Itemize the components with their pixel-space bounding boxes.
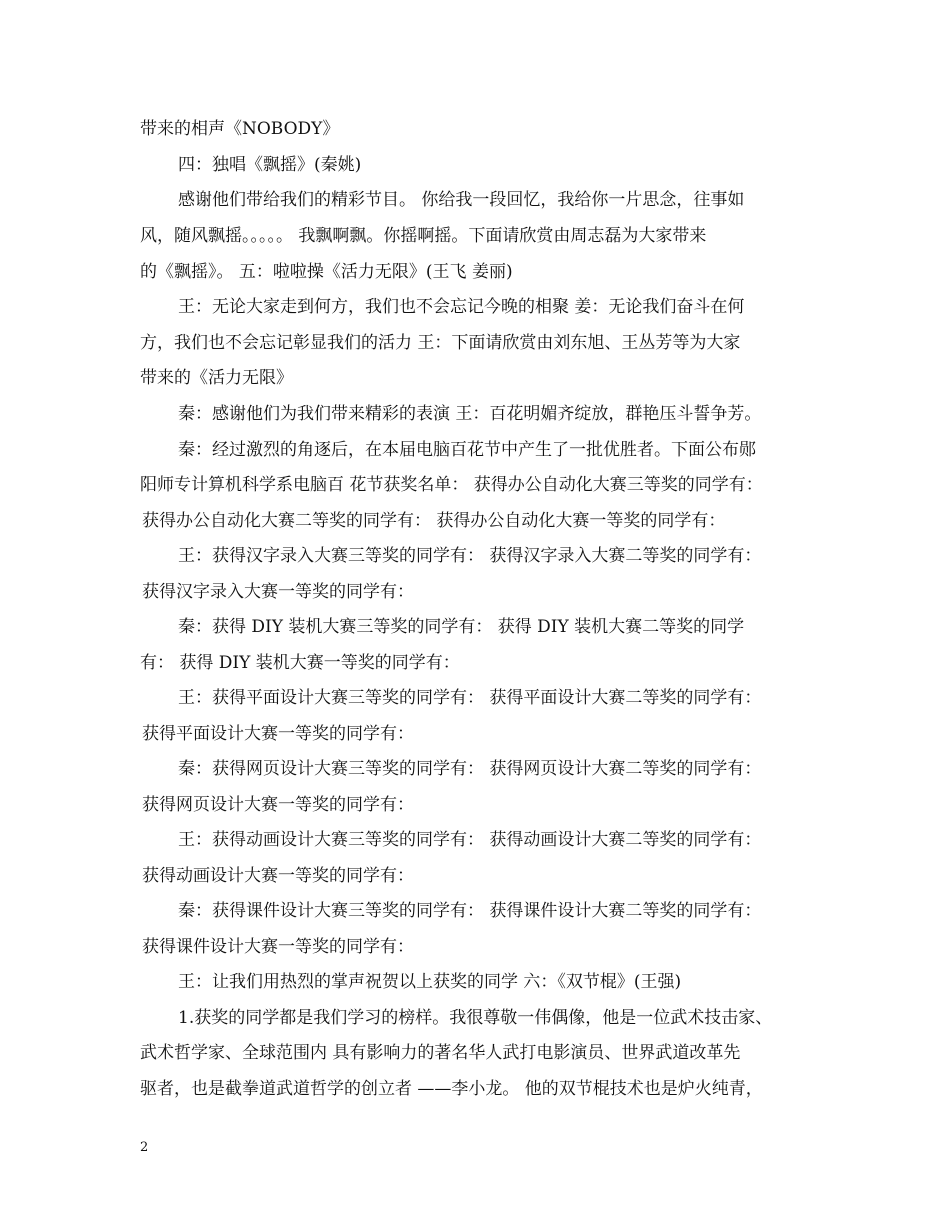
text-line: 秦：获得网页设计大赛三等奖的同学有： 获得网页设计大赛二等奖的同学有： — [178, 759, 762, 779]
text-line: 获得动画设计大赛一等奖的同学有： — [142, 866, 414, 886]
text-line: 风，随风飘摇。。。。。 我飘啊飘。你摇啊摇。下面请欣赏由周志磊为大家带来 — [140, 226, 707, 246]
text-line: 感谢他们带给我们的精彩节目。 你给我一段回忆，我给你一片思念，往事如 — [178, 190, 745, 210]
text-line: 王：获得平面设计大赛三等奖的同学有： 获得平面设计大赛二等奖的同学有： — [178, 688, 762, 708]
text-line: 方，我们也不会忘记彰显我们的活力 王：下面请欣赏由刘东旭、王丛芳等为大家 — [140, 333, 741, 353]
text-line: 武术哲学家、全球范围内 具有影响力的著名华人武打电影演员、世界武道改革先 — [140, 1043, 741, 1063]
text-line: 秦：经过激烈的角逐后，在本届电脑百花节中产生了一批优胜者。下面公布郧 — [178, 440, 756, 460]
text-line: 秦：感谢他们为我们带来精彩的表演 王：百花明媚齐绽放，群艳压斗誓争芳。 — [178, 404, 762, 424]
text-line: 带来的《活力无限》 — [140, 368, 293, 388]
text-line: 王：让我们用热烈的掌声祝贺以上获奖的同学 六：《双节棍》(王强) — [178, 972, 682, 992]
text-line: 秦：获得 DIY 装机大赛三等奖的同学有： 获得 DIY 装机大赛二等奖的同学 — [178, 617, 745, 637]
text-line: 驱者，也是截拳道武道哲学的创立者 ——李小龙。 他的双节棍技术也是炉火纯青， — [140, 1079, 763, 1099]
text-line: 获得平面设计大赛一等奖的同学有： — [142, 724, 414, 744]
text-line: 阳师专计算机科学系电脑百 花节获奖名单： 获得办公自动化大赛三等奖的同学有： — [140, 475, 763, 495]
text-line: 秦：获得课件设计大赛三等奖的同学有： 获得课件设计大赛二等奖的同学有： — [178, 901, 762, 921]
text-line: 有： 获得 DIY 装机大赛一等奖的同学有： — [140, 653, 460, 673]
text-line: 获得汉字录入大赛一等奖的同学有： — [142, 582, 414, 602]
text-line: 王：获得汉字录入大赛三等奖的同学有： 获得汉字录入大赛二等奖的同学有： — [178, 546, 762, 566]
text-line: 1.获奖的同学都是我们学习的榜样。我很尊敬一伟偶像，他是一位武术技击家、 — [178, 1008, 773, 1028]
text-line: 四：独唱《飘摇》(秦姚) — [178, 155, 362, 175]
text-line: 获得办公自动化大赛二等奖的同学有： 获得办公自动化大赛一等奖的同学有： — [142, 511, 726, 531]
text-line: 的《飘摇》。 五：啦啦操《活力无限》(王飞 姜丽) — [140, 262, 513, 282]
text-line: 获得课件设计大赛一等奖的同学有： — [142, 937, 414, 957]
text-line: 获得网页设计大赛一等奖的同学有： — [142, 795, 414, 815]
page-number: 2 — [140, 1140, 149, 1155]
text-line: 王：无论大家走到何方，我们也不会忘记今晚的相聚 姜：无论我们奋斗在何 — [178, 297, 745, 317]
text-line: 王：获得动画设计大赛三等奖的同学有： 获得动画设计大赛二等奖的同学有： — [178, 830, 762, 850]
text-line: 带来的相声《NOBODY》 — [140, 119, 340, 139]
